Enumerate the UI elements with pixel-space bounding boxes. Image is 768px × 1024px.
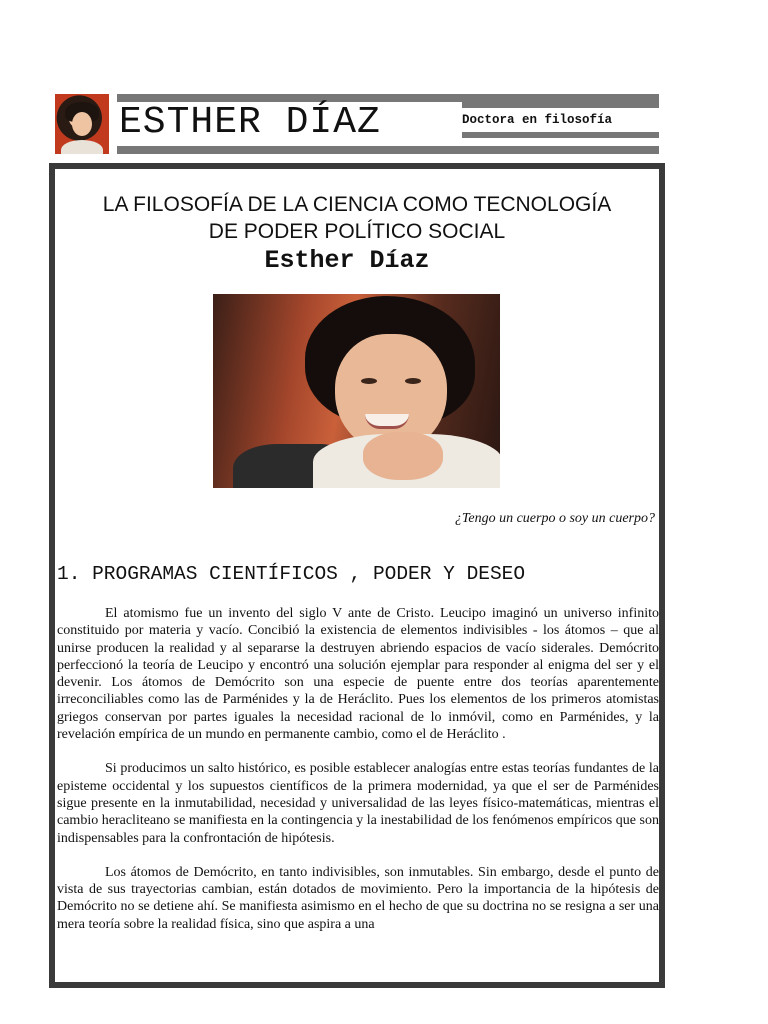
paragraph: El atomismo fue un invento del siglo V ante de Cristo. Leucipo imaginó un universo infinito constituido por materia y vacío. Concibió la existencia de elementos indivisibles - los átomos – que al unirse producen la realidad y al separarse la destruyen abriendo espacios de vacío siderales. Demócrito perfeccionó la teoría de Leucipo y encontró una solución ejemplar para responder al enigma del ser y el devenir. Los átomos de Demócrito son una especie de puente entre dos teorías aparentemente irreconciliables como las de Parménides y la de Heráclito. Pues los elementos de los primeros atomistas griegos conservan por partes iguales la necesidad racional de lo inmóvil, como en Parménides, y la revelación empírica de un mundo en permanente cambio, como el de Heráclito . [57, 606, 659, 743]
photo-eye-right [405, 378, 421, 384]
author-avatar [55, 94, 109, 154]
document-frame [49, 163, 665, 988]
document-title-line-2: DE PODER POLÍTICO SOCIAL [208, 220, 506, 243]
header-subtitle: Doctora en filosofía [462, 113, 613, 127]
paragraph: Si producimos un salto histórico, es posible establecer analogías entre estas teorías fundantes de la episteme occidental y los supuestos científicos de la primera modernidad, ya que el ser de Parménides sigue presente en la inmutabilidad, necesidad y universalidad de las leyes físico-matemáticas, mientras el cambio heracliteano se manifiesta en la contingencia y la inestabilidad de los fenómenos empíricos que son indispensables para la confrontación de hipótesis. [57, 761, 659, 846]
header-bar-subtitle-bottom [462, 132, 659, 138]
paragraph: Los átomos de Demócrito, en tanto indivisibles, son inmutables. Sin embargo, desde el punto de vista de sus trayectorias cambian, están dotados de movimiento. Pero la importancia de la hipótesis de Demócrito no se detiene ahí. Se manifiesta asimismo en el hecho de que su doctrina no se resigna a ser una mera teoría sobre la realidad física, sino que aspira a una [57, 864, 659, 932]
body-text [57, 605, 659, 950]
document-title-line-1: LA FILOSOFÍA DE LA CIENCIA COMO TECNOLOGÍA [102, 193, 612, 216]
header-author-name: ESTHER DÍAZ [119, 101, 381, 144]
header-banner [55, 94, 659, 154]
section-heading: 1. PROGRAMAS CIENTÍFICOS , PODER Y DESEO [57, 563, 526, 585]
author-photo [213, 294, 500, 488]
photo-hand [363, 432, 443, 480]
photo-eye-left [361, 378, 377, 384]
epigraph-quote: ¿Tengo un cuerpo o soy un cuerpo? [454, 511, 655, 526]
avatar-shoulders [61, 140, 103, 154]
document-author: Esther Díaz [264, 246, 430, 275]
document-title [55, 191, 659, 245]
avatar-face [72, 112, 92, 136]
